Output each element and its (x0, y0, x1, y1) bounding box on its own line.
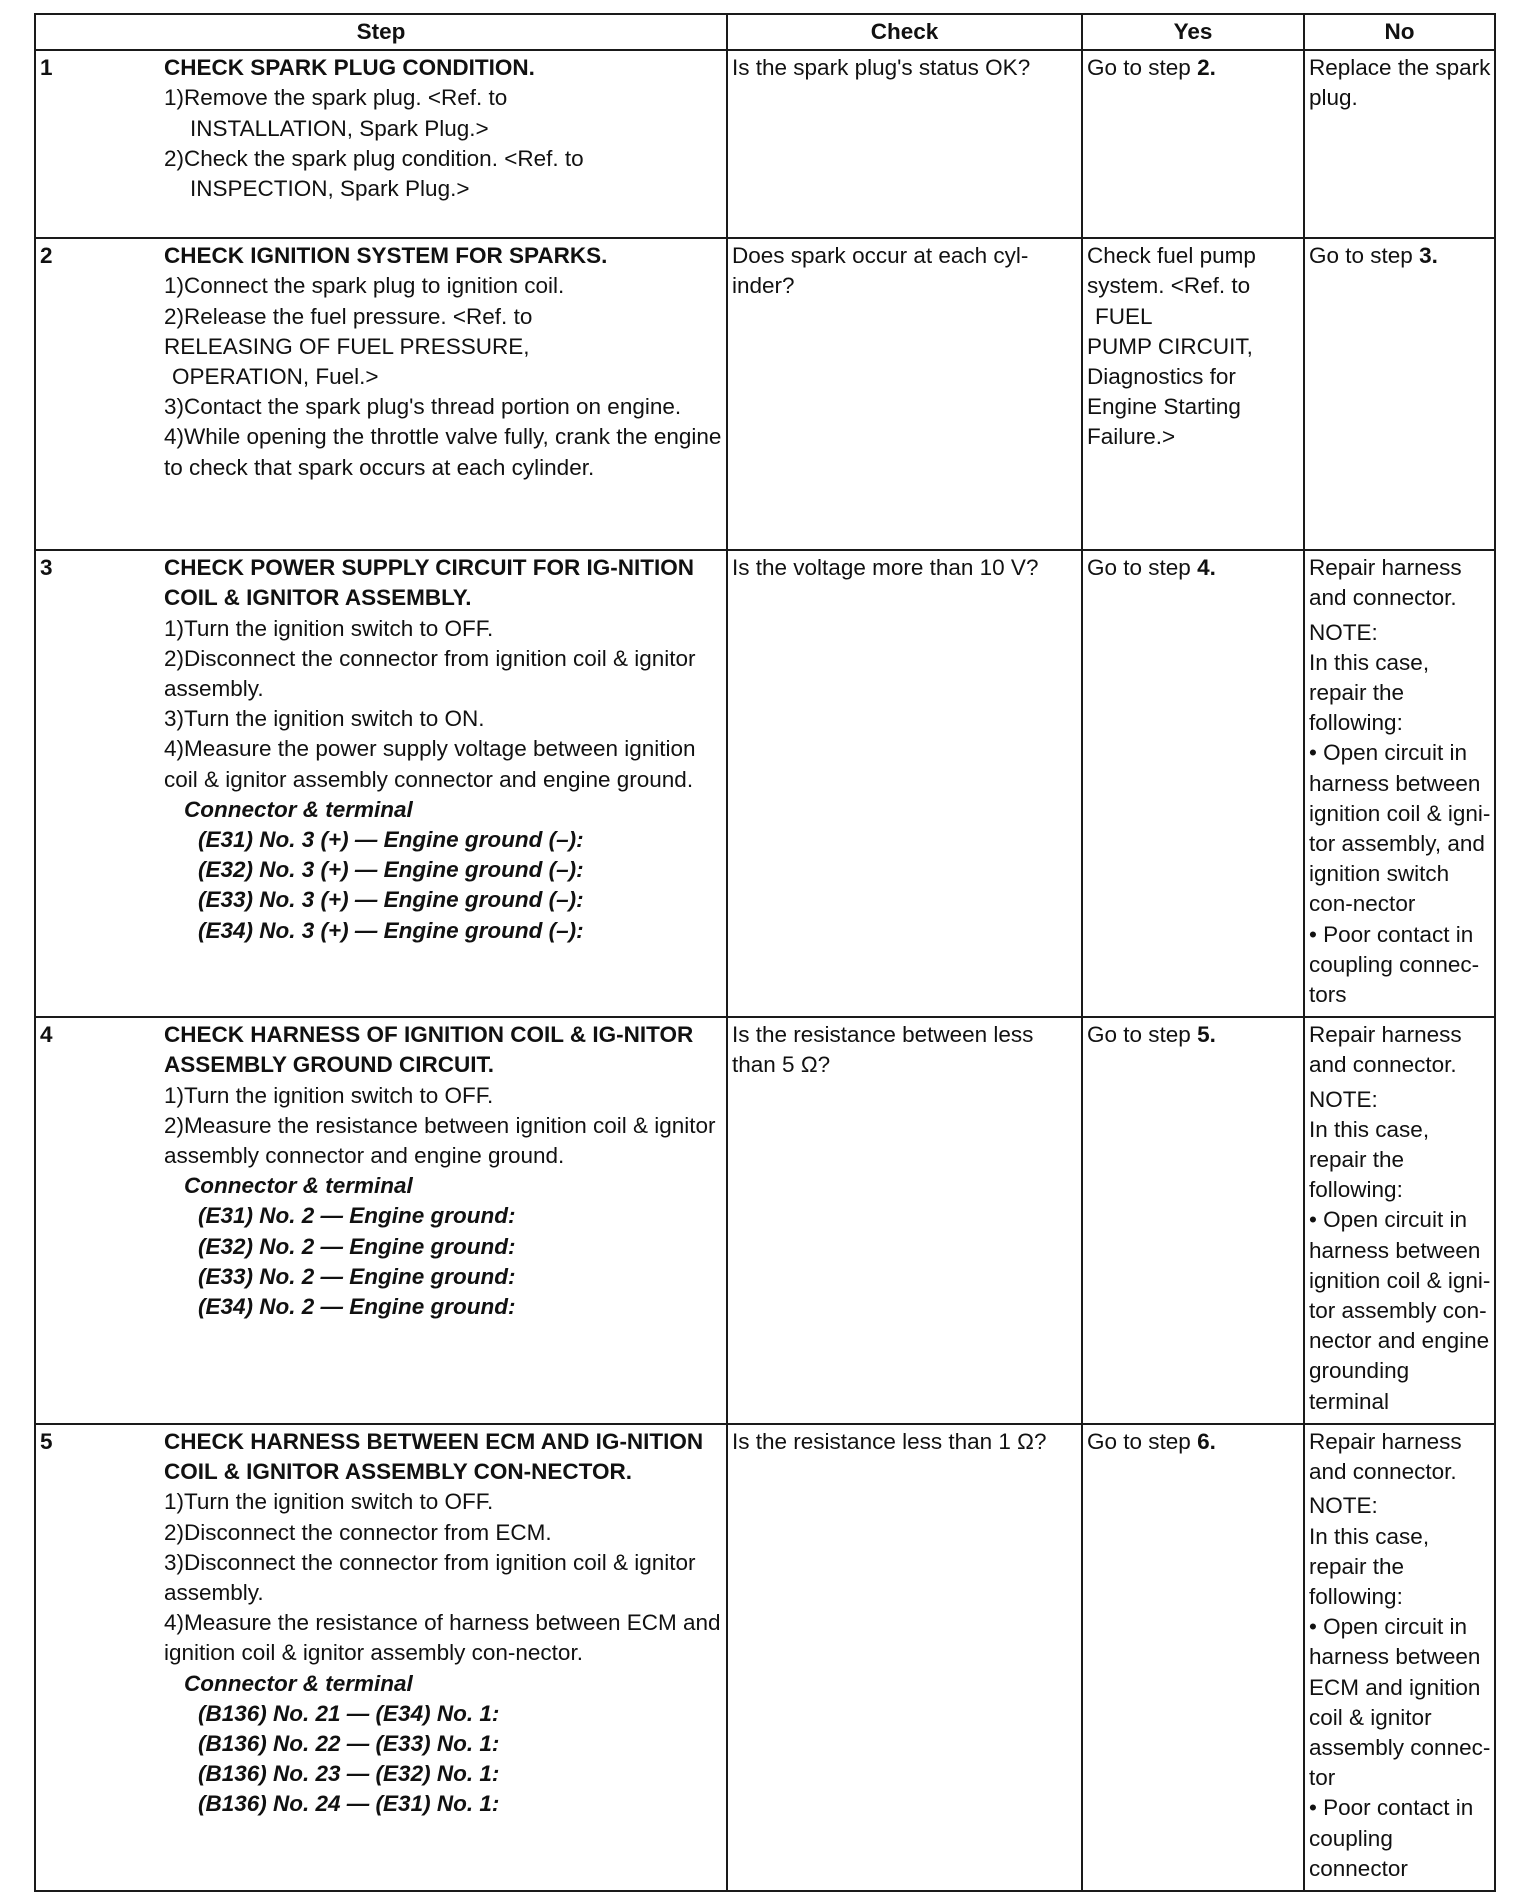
step-title: CHECK SPARK PLUG CONDITION. (164, 55, 535, 81)
no-action (1304, 238, 1495, 550)
connector-terminal: (E32) No. 2 — Engine ground: (198, 1233, 516, 1259)
step-line: 1)Turn the ignition switch to OFF. (164, 615, 494, 641)
no-text: Repair harness and connector. (1309, 1022, 1462, 1078)
yes-action (1082, 550, 1304, 1017)
no-text: Repair harness and connector. (1309, 555, 1462, 611)
step-line: 1)Remove the spark plug. <Ref. to (164, 85, 508, 111)
table-row (35, 50, 1495, 238)
yes-line: Failure.> (1087, 424, 1176, 450)
check-question: Does spark occur at each cyl-inder? (727, 238, 1082, 550)
yes-step-ref: 6. (1197, 1428, 1216, 1454)
step-line: INSPECTION, Spark Plug.> (190, 176, 470, 202)
connector-terminal: (B136) No. 21 — (E34) No. 1: (198, 1700, 500, 1726)
connector-terminal: (E31) No. 3 (+) — Engine ground (–): (198, 827, 584, 853)
connector-terminal: (E31) No. 2 — Engine ground: (198, 1203, 516, 1229)
note-label: NOTE: (1309, 1493, 1378, 1519)
step-description (160, 550, 727, 1017)
note-bullet: • Open circuit in harness between ignition coil & igni-tor assembly, and ignition switch con-nector (1309, 740, 1491, 917)
step-description (160, 50, 727, 238)
step-line: 4)Measure the power supply voltage between ignition coil & ignitor assembly connector and engine ground. (164, 736, 696, 792)
note-text: In this case, repair the following: (1309, 1116, 1430, 1203)
step-description (160, 1424, 727, 1891)
yes-step-ref: 2. (1197, 55, 1216, 81)
step-title: CHECK HARNESS OF IGNITION COIL & IG-NITOR ASSEMBLY GROUND CIRCUIT. (164, 1022, 694, 1078)
step-description (160, 1017, 727, 1424)
note-label: NOTE: (1309, 1086, 1378, 1112)
table-row (35, 238, 1495, 550)
connector-terminal: (E32) No. 3 (+) — Engine ground (–): (198, 857, 584, 883)
check-question: Is the resistance between less than 5 Ω? (727, 1017, 1082, 1424)
yes-line: Engine Starting (1087, 394, 1241, 420)
note-text: In this case, repair the following: (1309, 1523, 1430, 1609)
yes-action (1082, 50, 1304, 238)
note-bullet: • Poor contact in coupling connector (1309, 1795, 1474, 1881)
header-step: Step (35, 14, 727, 50)
yes-text: Go to step (1087, 1022, 1198, 1048)
yes-text: Go to step (1087, 55, 1198, 81)
yes-line: Check fuel pump (1087, 243, 1256, 269)
yes-line: system. <Ref. to (1087, 273, 1251, 299)
yes-line: Diagnostics for (1087, 364, 1236, 390)
note-bullet: • Open circuit in harness between ECM and ignition coil & ignitor assembly connec-tor (1309, 1614, 1491, 1791)
step-line: 3)Contact the spark plug's thread portion on engine. (164, 394, 682, 420)
diagnostic-table (34, 13, 1496, 1892)
step-number: 1 (35, 50, 160, 238)
table-row (35, 550, 1495, 1017)
table-row (35, 1424, 1495, 1891)
step-title: CHECK POWER SUPPLY CIRCUIT FOR IG-NITION COIL & IGNITOR ASSEMBLY. (164, 555, 695, 611)
no-text: Replace the spark plug. (1309, 55, 1491, 111)
no-action (1304, 1017, 1495, 1424)
step-line: 3)Disconnect the connector from ignition coil & ignitor assembly. (164, 1549, 696, 1605)
connector-terminal: (B136) No. 24 — (E31) No. 1: (198, 1791, 500, 1817)
no-text: Repair harness and connector. (1309, 1428, 1462, 1485)
step-line: RELEASING OF FUEL PRESSURE, (164, 333, 530, 359)
header-check: Check (727, 14, 1082, 50)
yes-action (1082, 1017, 1304, 1424)
yes-text: Go to step (1087, 1428, 1198, 1454)
no-action (1304, 550, 1495, 1017)
step-line: INSTALLATION, Spark Plug.> (190, 115, 489, 141)
note-text: In this case, repair the following: (1309, 649, 1430, 736)
step-number: 2 (35, 238, 160, 550)
step-title: CHECK HARNESS BETWEEN ECM AND IG-NITION COIL & IGNITOR ASSEMBLY CON-NECTOR. (164, 1428, 704, 1485)
check-question: Is the resistance less than 1 Ω? (727, 1424, 1082, 1891)
note-label: NOTE: (1309, 619, 1378, 645)
no-action (1304, 50, 1495, 238)
step-line: 4)While opening the throttle valve fully, crank the engine to check that spark occurs at each cylinder. (164, 424, 722, 480)
connector-label: Connector & terminal (184, 1173, 413, 1199)
yes-action (1082, 1424, 1304, 1891)
connector-terminal: (E33) No. 2 — Engine ground: (198, 1263, 516, 1289)
yes-step-ref: 5. (1197, 1022, 1216, 1048)
no-action (1304, 1424, 1495, 1891)
step-line: 1)Turn the ignition switch to OFF. (164, 1489, 494, 1515)
check-question: Is the spark plug's status OK? (727, 50, 1082, 238)
step-line: 4)Measure the resistance of harness between ECM and ignition coil & ignitor assembly con-nector. (164, 1610, 721, 1666)
check-question: Is the voltage more than 10 V? (727, 550, 1082, 1017)
step-line: 3)Turn the ignition switch to ON. (164, 706, 485, 732)
step-line: 2)Disconnect the connector from ECM. (164, 1519, 552, 1545)
step-number: 3 (35, 550, 160, 1017)
header-no: No (1304, 14, 1495, 50)
yes-line: FUEL (1095, 303, 1153, 329)
step-line: 2)Release the fuel pressure. <Ref. to (164, 303, 533, 329)
yes-step-ref: 4. (1197, 555, 1216, 581)
step-number: 4 (35, 1017, 160, 1424)
step-number: 5 (35, 1424, 160, 1891)
connector-terminal: (E34) No. 3 (+) — Engine ground (–): (198, 917, 584, 943)
no-text: Go to step (1309, 243, 1420, 269)
step-title: CHECK IGNITION SYSTEM FOR SPARKS. (164, 243, 608, 269)
connector-label: Connector & terminal (184, 796, 413, 822)
note-bullet: • Open circuit in harness between ignition coil & igni-tor assembly con-nector and engine grounding terminal (1309, 1207, 1491, 1414)
step-line: OPERATION, Fuel.> (172, 364, 379, 390)
yes-text: Go to step (1087, 555, 1198, 581)
header-row (35, 14, 1495, 50)
yes-action (1082, 238, 1304, 550)
yes-line: PUMP CIRCUIT, (1087, 333, 1253, 359)
connector-label: Connector & terminal (184, 1670, 413, 1696)
step-line: 1)Connect the spark plug to ignition coil. (164, 273, 565, 299)
step-line: 2)Measure the resistance between ignition coil & ignitor assembly connector and engine ground. (164, 1112, 716, 1169)
step-description (160, 238, 727, 550)
step-line: 2)Check the spark plug condition. <Ref. to (164, 145, 584, 171)
connector-terminal: (E33) No. 3 (+) — Engine ground (–): (198, 887, 584, 913)
connector-terminal: (E34) No. 2 — Engine ground: (198, 1294, 516, 1320)
connector-terminal: (B136) No. 23 — (E32) No. 1: (198, 1761, 500, 1787)
note-bullet: • Poor contact in coupling connec-tors (1309, 921, 1480, 1008)
step-line: 1)Turn the ignition switch to OFF. (164, 1082, 494, 1108)
header-yes: Yes (1082, 14, 1304, 50)
step-line: 2)Disconnect the connector from ignition coil & ignitor assembly. (164, 645, 696, 702)
connector-terminal: (B136) No. 22 — (E33) No. 1: (198, 1730, 500, 1756)
no-step-ref: 3. (1419, 243, 1438, 269)
table-row (35, 1017, 1495, 1424)
